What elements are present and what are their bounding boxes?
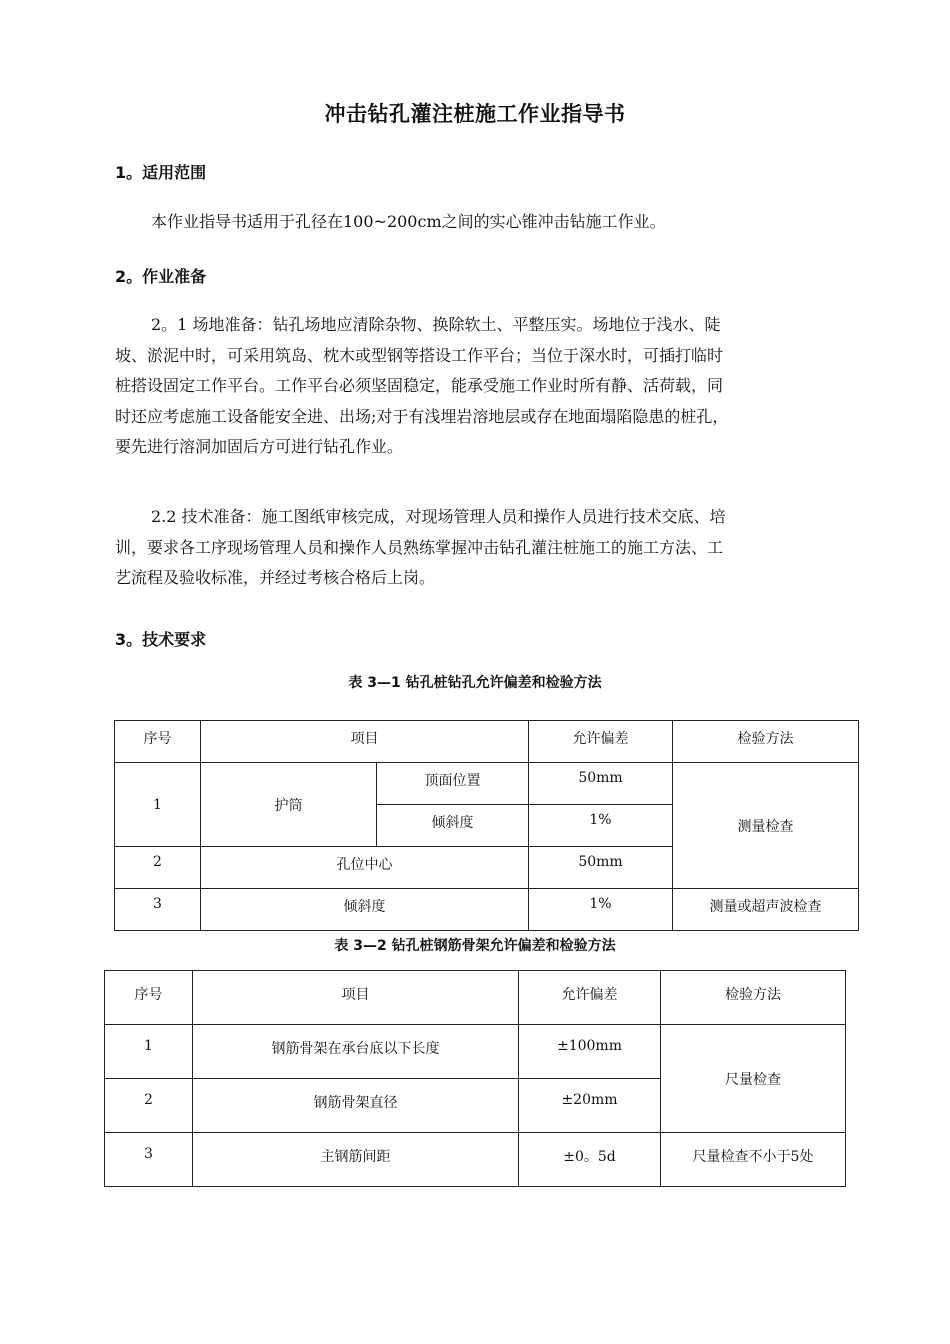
table-cell: 2 — [115, 847, 201, 889]
section-1-text: 本作业指导书适用于孔径在100~200cm之间的实心锥冲击钻施工作业。 — [151, 212, 666, 231]
table-cell: ±0。5d — [519, 1133, 661, 1187]
table-cell: ±20mm — [519, 1079, 661, 1133]
table-cell: 50mm — [529, 763, 673, 805]
para-line: 坡、淤泥中时，可采用筑岛、枕木或型钢等搭设工作平台；当位于深水时，可插打临时 — [115, 345, 724, 365]
table-1 — [114, 720, 859, 931]
table-header-cell: 检验方法 — [661, 971, 846, 1025]
table-cell: 3 — [105, 1133, 193, 1187]
table-cell: 2 — [105, 1079, 193, 1133]
para-line: 时还应考虑施工设备能安全进、出场;对于有浅埋岩溶地层或存在地面塌陷隐患的桩孔， — [115, 406, 729, 426]
table-cell-merged: 尺量检查 — [661, 1025, 846, 1133]
para-line: 2。1 场地准备：钻孔场地应清除杂物、换除软土、平整压实。场地位于浅水、陡 — [151, 315, 721, 334]
table-cell: 1% — [529, 889, 673, 931]
section-2-1-paragraph — [115, 310, 845, 463]
table-cell: 护筒 — [201, 763, 377, 847]
para-line: 要先进行溶洞加固后方可进行钻孔作业。 — [115, 437, 404, 456]
table-header-cell: 序号 — [105, 971, 193, 1025]
section-2-heading: 2。作业准备 — [115, 267, 207, 286]
table-2-caption: 表 3—2 钻孔桩钢筋骨架允许偏差和检验方法 — [334, 938, 616, 954]
section-2-2-paragraph — [115, 502, 845, 594]
table-header-cell: 序号 — [115, 721, 201, 763]
table-2 — [104, 970, 846, 1187]
table-cell: 顶面位置 — [377, 763, 529, 805]
table-1-caption: 表 3—1 钻孔桩钻孔允许偏差和检验方法 — [348, 675, 602, 691]
table-cell: 1% — [529, 805, 673, 847]
table-cell: ±100mm — [519, 1025, 661, 1079]
section-1-paragraph — [115, 207, 845, 238]
table-header-cell: 项目 — [201, 721, 529, 763]
para-line: 艺流程及验收标准，并经过考核合格后上岗。 — [115, 568, 436, 587]
table-cell: 主钢筋间距 — [193, 1133, 519, 1187]
table-cell: 钢筋骨架直径 — [193, 1079, 519, 1133]
table-cell: 50mm — [529, 847, 673, 889]
table-header-cell: 检验方法 — [673, 721, 859, 763]
table-cell: 尺量检查不小于5处 — [661, 1133, 846, 1187]
table-header-cell: 允许偏差 — [529, 721, 673, 763]
table-cell: 倾斜度 — [201, 889, 529, 931]
document-title: 冲击钻孔灌注桩施工作业指导书 — [324, 102, 626, 126]
table-cell: 孔位中心 — [201, 847, 529, 889]
table-cell: 倾斜度 — [377, 805, 529, 847]
table-header-cell: 项目 — [193, 971, 519, 1025]
table-cell: 1 — [115, 763, 201, 847]
table-cell: 3 — [115, 889, 201, 931]
section-3-heading: 3。技术要求 — [115, 630, 207, 649]
table-cell: 测量或超声波检查 — [673, 889, 859, 931]
para-line: 桩搭设固定工作平台。工作平台必须坚固稳定，能承受施工作业时所有静、活荷载，同 — [115, 376, 724, 395]
table-cell: 1 — [105, 1025, 193, 1079]
para-line: 2.2 技术准备：施工图纸审核完成，对现场管理人员和操作人员进行技术交底、培 — [151, 507, 726, 526]
section-1-heading: 1。适用范围 — [115, 163, 207, 182]
para-line: 训，要求各工序现场管理人员和操作人员熟练掌握冲击钻孔灌注桩施工的施工方法、工 — [115, 537, 724, 557]
table-cell: 钢筋骨架在承台底以下长度 — [193, 1025, 519, 1079]
table-header-cell: 允许偏差 — [519, 971, 661, 1025]
table-cell-merged: 测量检查 — [673, 763, 859, 889]
